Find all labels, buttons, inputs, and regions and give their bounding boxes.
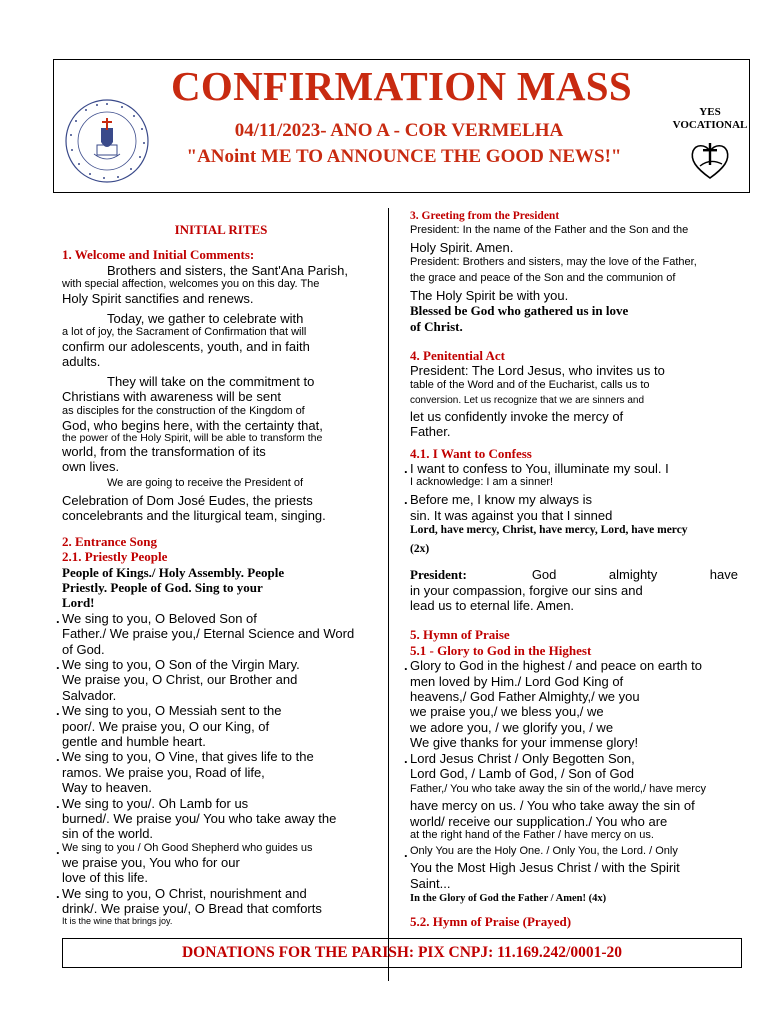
section-3-title: 3. Greeting from the President [410, 210, 560, 222]
paragraph: Celebration of Dom José Eudes, the priests [62, 492, 313, 508]
response: Lord, have mercy, Christ, have mercy, Lord, have mercy (2x) [410, 524, 688, 555]
paragraph: confirm our adolescents, youth, and in faith [62, 339, 310, 355]
paragraph: President: The Lord Jesus, who invites us to [410, 363, 665, 379]
heart-cross-icon [688, 138, 732, 182]
hymn-ending: In the Glory of God the Father / Amen! (4x) [410, 893, 607, 904]
paragraph: conversion. Let us recognize that we are sinners and [410, 394, 645, 406]
divider-tick [388, 968, 389, 980]
paragraph: Brothers and sisters, the Sant'Ana Parish, [107, 262, 348, 278]
verse: . We sing to you/. Oh Lamb for us burned/. We praise you/ You who take away the sin of the world. [62, 796, 380, 842]
paragraph: the grace and peace of the Son and the communion of [410, 271, 676, 284]
paragraph: Christians with awareness will be sent [62, 389, 281, 405]
refrain: People of Kings./ Holy Assembly. People Priestly. People of God. Sing to your Lord! [62, 564, 285, 611]
donation-banner: DONATIONS FOR THE PARISH: PIX CNPJ: 11.169.242/0001-20 [62, 938, 742, 968]
president-prayer: President: God almighty have in your compassion, forgive our sins and lead us to eternal life. Amen. [410, 567, 738, 613]
paragraph: world, from the transformation of its [62, 444, 266, 460]
paragraph: the power of the Holy Spirit, will be able to transform the [62, 432, 323, 445]
paragraph: concelebrants and the liturgical team, singing. [62, 508, 326, 524]
verse: . We sing to you, O Vine, that gives life to the ramos. We praise you, Road of life, Way to heaven. [62, 749, 380, 795]
initial-rites-heading: INITIAL RITES [174, 222, 268, 237]
paragraph: God, who begins here, with the certainty that, [62, 417, 323, 433]
paragraph: with special affection, welcomes you on this day. The [62, 278, 320, 291]
page-title: CONFIRMATION MASS [170, 63, 633, 109]
header-box [53, 59, 750, 193]
hymn-text: . Glory to God in the highest / and peace on earth to men loved by Him./ Lord God King of heavens,/ God Father Almighty,/ we you we praise you,/ we bless you,/ we we adore you, / we glorify you, / we We give thanks for your immense glory! [410, 658, 742, 750]
hymn-text: . Lord Jesus Christ / Only Begotten Son, Lord God, / Lamb of God, / Son of God Father,/ You who take away the sin of the world,/ have mercy have mercy on us. / You who take away the sin of world/ receive our supplication./ You who are at the right hand of the Father / have mercy on us. [410, 751, 742, 843]
section-5-2-title: 5.2. Hymn of Praise (Prayed) [410, 914, 572, 930]
section-1-title: 1. Welcome and Initial Comments: [62, 247, 255, 263]
verse: . I want to confess to You, illuminate my soul. I I acknowledge: I am a sinner! [410, 461, 742, 489]
verse: . We sing to you / Oh Good Shepherd who guides us we praise you, You who for our love of this life. [62, 842, 380, 886]
column-divider [388, 208, 389, 981]
paragraph: Today, we gather to celebrate with [107, 310, 304, 326]
hymn-text: . Only You are the Holy One. / Only You, the Lord. / Only You the Most High Jesus Christ / with the Spirit Saint... [410, 845, 742, 891]
paragraph: Father. [410, 424, 451, 440]
paragraph: adults. [62, 354, 101, 370]
verse: . Before me, I know my always is sin. It was against you that I sinned [410, 492, 742, 523]
paragraph: President: In the name of the Father and the Son and the [410, 224, 689, 237]
verse: . We sing to you, O Son of the Virgin Mary. We praise you, O Christ, our Brother and Salvador. [62, 657, 380, 703]
left-column [62, 222, 380, 927]
paragraph: The Holy Spirit be with you. [410, 287, 569, 303]
parish-seal-icon [64, 98, 150, 184]
paragraph: table of the Word and of the Eucharist, calls us to [410, 378, 650, 391]
section-2-1-title: 2.1. Priestly People [62, 549, 168, 565]
verse: . We sing to you, O Christ, nourishment and drink/. We praise you/, O Bread that comforts It is the wine that brings joy. [62, 886, 380, 928]
section-5-title: 5. Hymn of Praise [410, 627, 510, 643]
paragraph: Holy Spirit sanctifies and renews. [62, 291, 254, 307]
paragraph: as disciples for the construction of the Kingdom of [62, 404, 305, 417]
section-2-title: 2. Entrance Song [62, 533, 157, 549]
vocational-label: YES VOCATIONAL [672, 106, 748, 131]
paragraph: They will take on the commitment to [107, 373, 315, 389]
section-4-title: 4. Penitential Act [410, 348, 505, 364]
verse: . We sing to you, O Beloved Son of Father./ We praise you,/ Eternal Science and Word of God. [62, 611, 380, 657]
paragraph: We are going to receive the President of [107, 476, 304, 489]
right-column [410, 209, 742, 930]
response: Blessed be God who gathered us in love of Christ. [410, 303, 629, 334]
paragraph: a lot of joy, the Sacrament of Confirmation that will [62, 326, 307, 339]
verse: . We sing to you, O Messiah sent to the poor/. We praise you, O our King, of gentle and humble heart. [62, 703, 380, 749]
paragraph: let us confidently invoke the mercy of [410, 408, 624, 424]
date-line: 04/11/2023- ANO A - COR VERMELHA [234, 120, 564, 141]
paragraph: Holy Spirit. Amen. [410, 240, 514, 256]
section-4-1-title: 4.1. I Want to Confess [410, 445, 532, 461]
section-5-1-title: 5.1 - Glory to God in the Highest [410, 642, 592, 658]
motto: "ANoint ME TO ANNOUNCE THE GOOD NEWS!" [186, 146, 622, 167]
paragraph: own lives. [62, 459, 120, 475]
paragraph: President: Brothers and sisters, may the love of the Father, [410, 255, 697, 268]
